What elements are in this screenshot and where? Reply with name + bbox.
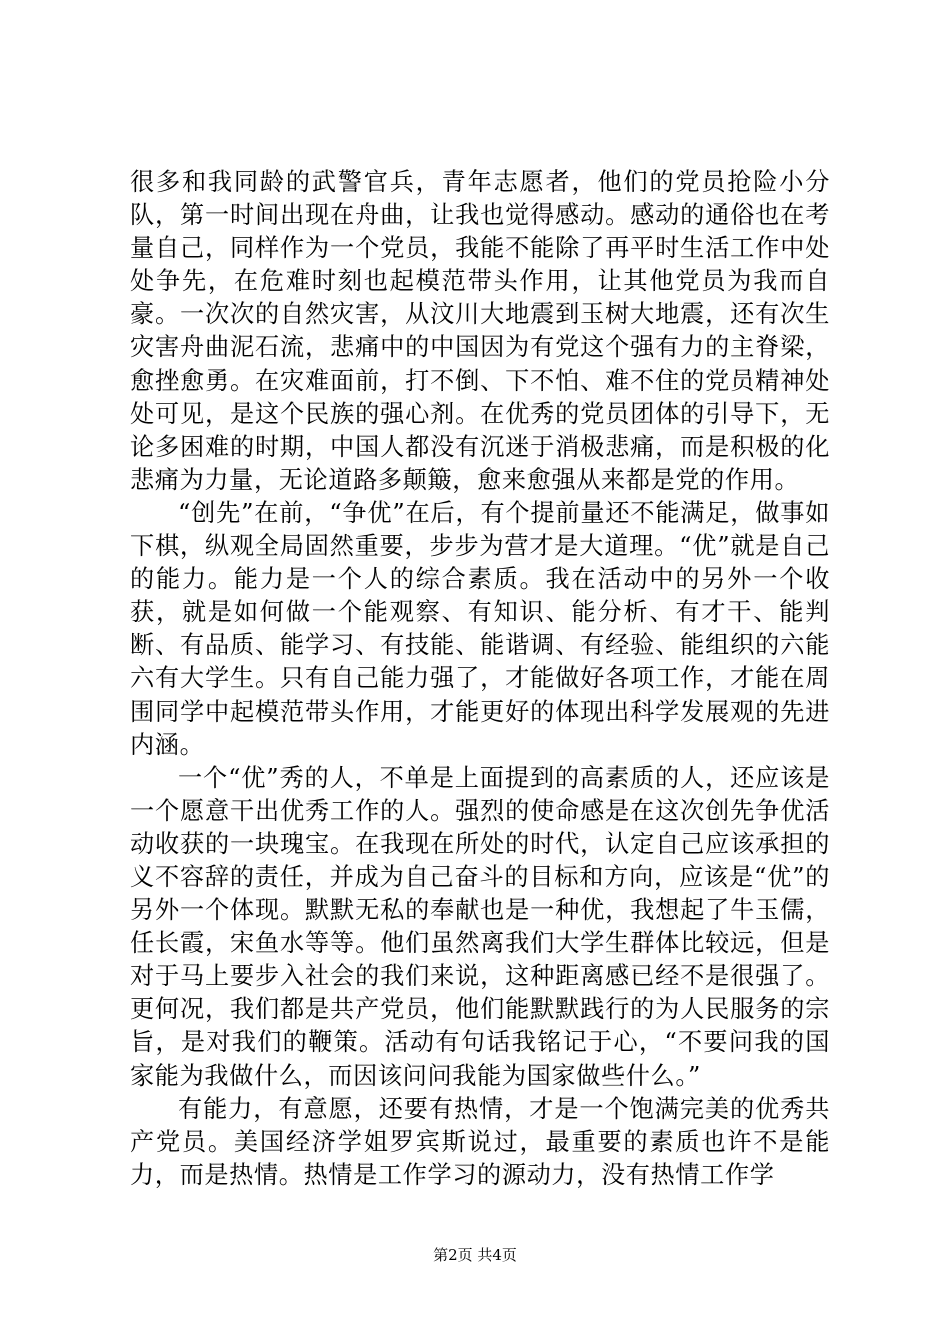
paragraph-4: 有能力，有意愿，还要有热情，才是一个饱满完美的优秀共产党员。美国经济学姐罗宾斯说过，最重要的素质也许不是能力，而是热情。热情是工作学习的源动力，没有热情工作学: [130, 1094, 830, 1189]
paragraph-1: 很多和我同龄的武警官兵，青年志愿者，他们的党员抢险小分队，第一时间出现在舟曲，让我也觉得感动。感动的通俗也在考量自己，同样作为一个党员，我能不能除了再平时生活工作中处处争先，在危难时刻也起模范带头作用，让其他党员为我而自豪。一次次的自然灾害，从汶川大地震到玉树大地震，还有次生灾害舟曲泥石流，悲痛中的中国因为有党这个强有力的主脊梁，愈挫愈勇。在灾难面前，打不倒、下不怕、难不住的党员精神处处可见，是这个民族的强心剂。在优秀的党员团体的引导下，无论多困难的时期，中国人都没有沉迷于消极悲痛，而是积极的化悲痛为力量，无论道路多颠簸，愈来愈强从来都是党的作用。: [130, 168, 830, 494]
paragraph-2: “创先”在前，“争优”在后，有个提前量还不能满足，做事如下棋，纵观全局固然重要，步步为营才是大道理。“优”就是自己的能力。能力是一个人的综合素质。我在活动中的另外一个收获，就是如何做一个能观察、有知识、能分析、有才干、能判断、有品质、能学习、有技能、能谐调、有经验、能组织的六能六有大学生。只有自己能力强了，才能做好各项工作，才能在周围同学中起模范带头作用，才能更好的体现出科学发展观的先进内涵。: [130, 498, 830, 759]
body-text: [130, 166, 830, 1192]
paragraph-3: 一个“优”秀的人，不单是上面提到的高素质的人，还应该是一个愿意干出优秀工作的人。强烈的使命感是在这次创先争优活动收获的一块瑰宝。在我现在所处的时代，认定自己应该承担的义不容辞的责任，并成为自己奋斗的目标和方向，应该是“优”的另外一个体现。默默无私的奉献也是一种优，我想起了牛玉儒，任长霞，宋鱼水等等。他们虽然离我们大学生群体比较远，但是对于马上要步入社会的我们来说，这种距离感已经不是很强了。更何况，我们都是共产党员，他们能默默践行的为人民服务的宗旨，是对我们的鞭策。活动有句话我铭记于心，“不要问我的国家能为我做什么，而因该问问我能为国家做些什么。”: [130, 763, 830, 1090]
page-footer: 第2页 共4页: [433, 1246, 517, 1264]
